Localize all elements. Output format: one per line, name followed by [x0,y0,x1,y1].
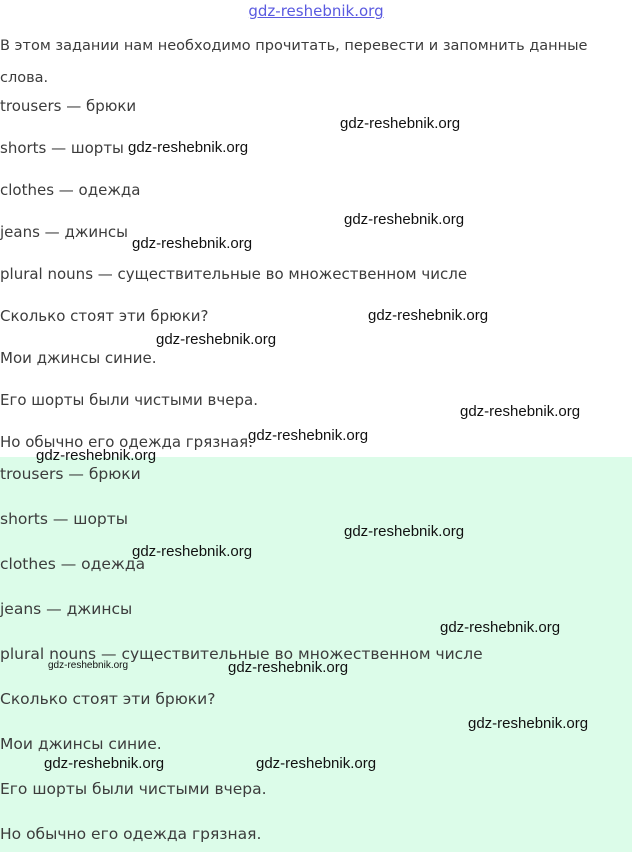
top-line-sentence-3: Его шорты были чистыми вчера. [0,391,258,409]
top-line-clothes: clothes — одежда [0,181,141,199]
watermark: gdz-reshebnik.org [460,403,581,420]
watermark: gdz-reshebnik.org [128,139,249,156]
green-line-clothes: clothes — одежда [0,555,146,573]
green-line-sentence-1: Сколько стоят эти брюки? [0,690,216,708]
green-line-plural-nouns: plural nouns — существительные во множественном числе [0,645,483,663]
watermark: gdz-reshebnik.org [340,115,461,132]
watermark: gdz-reshebnik.org [440,619,561,636]
answer-panel [0,457,632,852]
watermark: gdz-reshebnik.org [44,755,165,772]
top-line-jeans: jeans — джинсы [0,223,128,241]
watermark: gdz-reshebnik.org [132,235,253,252]
top-line-sentence-4: Но обычно его одежда грязная. [0,433,253,451]
green-line-sentence-2: Мои джинсы синие. [0,735,162,753]
watermark: gdz-reshebnik.org [48,660,129,671]
green-line-jeans: jeans — джинсы [0,600,133,618]
watermark: gdz-reshebnik.org [132,543,253,560]
green-line-sentence-3: Его шорты были чистыми вчера. [0,780,267,798]
watermark: gdz-reshebnik.org [156,331,277,348]
site-header-link[interactable]: gdz-reshebnik.org [248,2,384,20]
intro-paragraph: В этом задании нам необходимо прочитать, перевести и запомнить данные слова. [0,38,588,86]
watermark: gdz-reshebnik.org [344,523,465,540]
green-line-shorts: shorts — шорты [0,510,129,528]
watermark: gdz-reshebnik.org [36,447,157,464]
top-line-sentence-2: Мои джинсы синие. [0,349,157,367]
watermark: gdz-reshebnik.org [248,427,369,444]
watermark: gdz-reshebnik.org [344,211,465,228]
watermark: gdz-reshebnik.org [368,307,489,324]
top-line-plural-nouns: plural nouns — существительные во множественном числе [0,265,468,283]
top-line-sentence-1: Сколько стоят эти брюки? [0,307,209,325]
watermark: gdz-reshebnik.org [256,755,377,772]
top-line-trousers: trousers — брюки [0,97,137,115]
watermark: gdz-reshebnik.org [468,715,589,732]
watermark: gdz-reshebnik.org [228,659,349,676]
green-line-sentence-4: Но обычно его одежда грязная. [0,825,262,843]
top-line-shorts: shorts — шорты [0,139,124,157]
green-line-trousers: trousers — брюки [0,465,141,483]
